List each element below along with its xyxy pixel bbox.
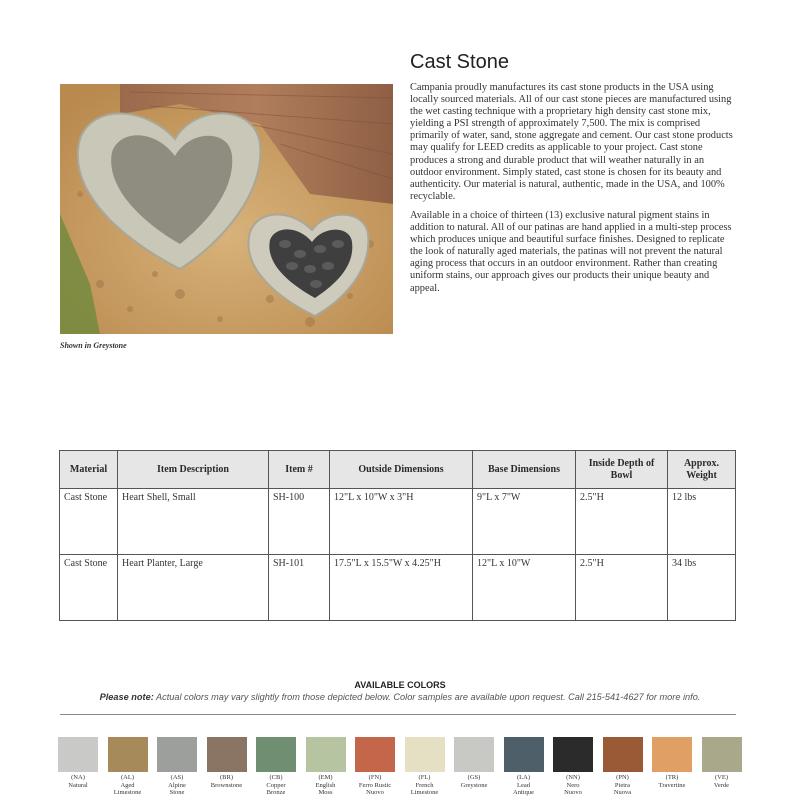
swatch-greystone [454, 737, 494, 800]
swatch-pietra-nuova [603, 737, 643, 800]
swatch-chip [504, 737, 544, 772]
header-inside-depth: Inside Depth of Bowl [576, 451, 668, 489]
swatch-name: Lead [517, 781, 530, 789]
swatch-natural [58, 737, 98, 800]
swatch-code: (EM) [318, 774, 333, 781]
cell-inside-depth: 2.5"H [576, 489, 668, 555]
swatch-code: (NA) [71, 774, 85, 781]
spec-table [59, 450, 736, 621]
swatch-name: Nero [566, 781, 580, 789]
swatch-chip [306, 737, 346, 772]
cell-base-dimensions: 12"L x 10"W [473, 555, 576, 621]
swatch-code: (CB) [269, 774, 283, 781]
header-base-dimensions: Base Dimensions [473, 451, 576, 489]
swatch-code: (GS) [467, 774, 481, 781]
swatch-name-line2: Nuovo [564, 789, 582, 796]
swatch-brownstone [207, 737, 247, 800]
swatch-name: French [415, 781, 434, 789]
swatch-name: Greystone [460, 781, 488, 789]
description-paragraph: Campania proudly manufactures its cast stone products in the USA using locally sourced materials. All of our cast stone pieces are manufactured using the wet casting technique with a proprietary high density cast stone mix, yielding a PSI strength of approximately 7,500. The mix is comprised primarily of water, sand, stone aggregate and cement. Our cast stone products may qualify for LEED credits as applicable to your project. Cast stone produces a strong and durable product that will weather naturally in an outdoor environment. Simply stated, cast stone is chosen for its beauty and authenticity. Our material is natural, authentic, made in the USA, and 100% recyclable. [410, 82, 733, 202]
cell-weight: 34 lbs [668, 555, 736, 621]
swatch-code: (LA) [517, 774, 530, 781]
swatch-alpine-stone [157, 737, 197, 800]
cell-outside-dimensions: 12"L x 10"W x 3"H [330, 489, 473, 555]
swatch-code: (FL) [418, 774, 431, 781]
colors-note [0, 692, 800, 702]
swatch-chip [355, 737, 395, 772]
swatch-chip [58, 737, 98, 772]
swatch-name: Natural [68, 781, 88, 789]
swatch-name-line2: Stone [169, 789, 185, 796]
colors-heading: AVAILABLE COLORS [354, 680, 446, 690]
swatch-ferro-rustic-nuovo [355, 737, 395, 800]
swatch-chip [108, 737, 148, 772]
swatch-chip [256, 737, 296, 772]
swatch-name-line2: Nuovo [366, 789, 384, 796]
cell-description: Heart Planter, Large [118, 555, 269, 621]
header-material: Material [60, 451, 118, 489]
header-description: Item Description [118, 451, 269, 489]
swatch-code: (NN) [566, 774, 580, 781]
swatch-name: Copper [266, 781, 286, 789]
swatch-travertine [652, 737, 692, 800]
swatch-name: Brownstone [210, 781, 243, 789]
swatch-code: (TR) [665, 774, 679, 781]
swatch-chip [454, 737, 494, 772]
cell-base-dimensions: 9"L x 7"W [473, 489, 576, 555]
swatch-chip [157, 737, 197, 772]
divider [60, 714, 736, 715]
table-row [60, 555, 736, 621]
swatch-name: Travertine [658, 781, 686, 789]
color-swatches [58, 737, 748, 800]
swatch-chip [405, 737, 445, 772]
header-item-number: Item # [269, 451, 330, 489]
swatch-french-limestone [405, 737, 445, 800]
swatch-nero-nuovo [553, 737, 593, 800]
swatch-name-line2: Nuova [613, 789, 632, 796]
table-header-row [60, 451, 736, 489]
swatch-code: (FN) [368, 774, 382, 781]
table-row [60, 489, 736, 555]
swatch-english-moss [306, 737, 346, 800]
product-description [410, 82, 738, 302]
swatch-copper-bronze [256, 737, 296, 800]
swatch-name-line2: Limestone [113, 789, 142, 796]
cell-material: Cast Stone [60, 489, 118, 555]
swatch-name: Pietra [614, 781, 631, 789]
swatch-chip [702, 737, 742, 772]
swatch-verde [702, 737, 742, 800]
swatch-code: (VE) [715, 774, 728, 781]
swatch-chip [652, 737, 692, 772]
swatch-aged-limestone [108, 737, 148, 800]
swatch-code: (AL) [121, 774, 134, 781]
swatch-name-line2: Bronze [266, 789, 286, 796]
swatch-name: Verde [713, 781, 730, 789]
cell-inside-depth: 2.5"H [576, 555, 668, 621]
swatch-chip [207, 737, 247, 772]
cell-weight: 12 lbs [668, 489, 736, 555]
cell-material: Cast Stone [60, 555, 118, 621]
page-title: Cast Stone [410, 51, 509, 73]
swatch-name: English [315, 781, 336, 789]
description-paragraph: Available in a choice of thirteen (13) exclusive natural pigment stains in addition to natural. All of our patinas are hand applied in a multi-step process which produces unique and beautiful surface finishes. Designed to replicate the look of naturally aged materials, the patinas will not prevent the natural aging process that occurs in an outdoor environment. Rather than creating uniform stains, our approach gives our products their unique beauty and appeal. [410, 209, 732, 294]
swatch-chip [603, 737, 643, 772]
swatch-name-line2: Antique [513, 789, 534, 796]
header-weight: Approx. Weight [668, 451, 736, 489]
swatch-code: (PN) [616, 774, 629, 781]
swatch-name: Ferro Rustic [358, 781, 392, 789]
swatch-code: (BR) [220, 774, 233, 781]
colors-note-text: Actual colors may vary slightly from those depicted below. Color samples are available upon request. Call 215-541-4627 for more info. [155, 692, 701, 702]
swatch-code: (AS) [170, 774, 184, 781]
cell-description: Heart Shell, Small [118, 489, 269, 555]
swatch-name: Alpine [168, 781, 186, 789]
swatch-name: Aged [120, 781, 135, 789]
swatch-name-line2: Moss [318, 789, 333, 796]
cell-outside-dimensions: 17.5"L x 15.5"W x 4.25"H [330, 555, 473, 621]
product-photo [60, 84, 393, 334]
photo-caption: Shown in Greystone [60, 341, 127, 350]
cell-item-number: SH-100 [269, 489, 330, 555]
swatch-name-line2: Limestone [410, 789, 439, 796]
cell-item-number: SH-101 [269, 555, 330, 621]
header-outside-dimensions: Outside Dimensions [330, 451, 473, 489]
swatch-chip [553, 737, 593, 772]
colors-note-label: Please note: [99, 692, 154, 702]
swatch-lead-antique [504, 737, 544, 800]
